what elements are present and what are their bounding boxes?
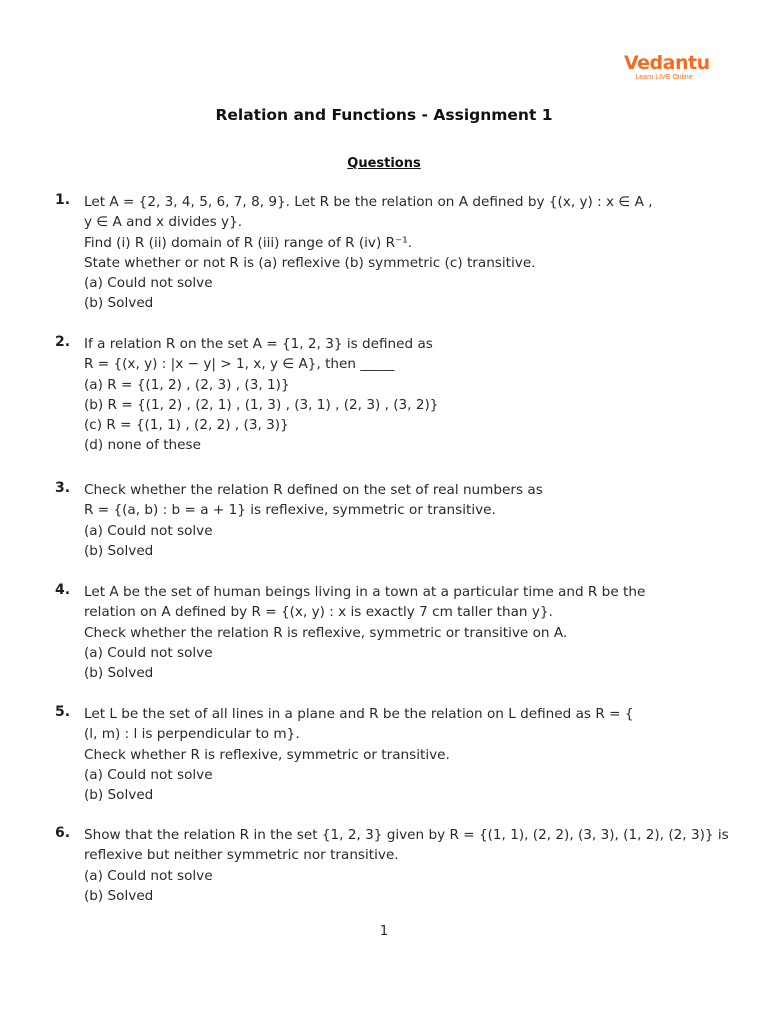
option-line: (b) Solved [84,665,154,682]
option-line: (c) R = {(1, 1) , (2, 2) , (3, 3)} [84,417,289,434]
question-line: R = {(x, y) : |x − y| > 1, x, y ∈ A}, then _____ [84,356,395,373]
option-line: (a) Could not solve [84,522,213,539]
option-line: (a) Could not solve [84,275,213,292]
option-line: (b) Solved [84,787,154,804]
question-line: reflexive but neither symmetric nor transitive. [84,847,399,864]
question-line: y ∈ A and x divides y}. [84,214,243,231]
option-line: (b) Solved [84,887,154,904]
vedantu-logo [624,52,710,82]
question-line: Check whether the relation R is reflexive, symmetric or transitive on A. [84,624,568,641]
question-number: 3. [55,480,71,496]
option-line: (a) Could not solve [84,766,213,783]
question-line: If a relation R on the set A = {1, 2, 3} is defined as [84,336,433,352]
question-number: 6. [55,825,71,841]
page-number: 1 [379,924,389,939]
section-heading: Questions [347,156,421,171]
question-line: Check whether the relation R defined on the set of real numbers as [84,482,543,498]
question-line: Let L be the set of all lines in a plane and R be the relation on L defined as R = { [84,706,634,722]
option-line: (a) Could not solve [84,644,213,661]
question-line: Let A = {2, 3, 4, 5, 6, 7, 8, 9}. Let R be the relation on A defined by {(x, y) : x ∈ A , [84,194,653,210]
question-number: 4. [55,582,71,598]
question-number: 5. [55,704,71,720]
page-title: Relation and Functions - Assignment 1 [215,106,553,124]
option-line: (b) R = {(1, 2) , (2, 1) , (1, 3) , (3, 1) , (2, 3) , (3, 2)} [84,396,439,413]
logo-tagline: Learn LIVE Online [635,74,693,81]
option-line: (b) Solved [84,542,154,559]
question-line: R = {(a, b) : b = a + 1} is reflexive, symmetric or transitive. [84,502,496,519]
question-line: (l, m) : l is perpendicular to m}. [84,726,300,743]
question-line: Let A be the set of human beings living in a town at a particular time and R be the [84,584,646,600]
question-line: relation on A defined by R = {(x, y) : x is exactly 7 cm taller than y}. [84,604,553,621]
option-line: (a) R = {(1, 2) , (2, 3) , (3, 1)} [84,376,290,393]
logo-wordmark: Vedantu [624,52,710,74]
option-line: (b) Solved [84,295,154,312]
question-line: Find (i) R (ii) domain of R (iii) range of R (iv) R⁻¹. [84,234,412,251]
question-number: 1. [55,192,71,208]
question-line: Show that the relation R in the set {1, 2, 3} given by R = {(1, 1), (2, 2), (3, 3), (1, 2), (2, 3)} is [84,827,729,843]
question-line: State whether or not R is (a) reflexive (b) symmetric (c) transitive. [84,254,536,271]
question-number: 2. [55,334,71,350]
option-line: (d) none of these [84,437,201,454]
question-line: Check whether R is reflexive, symmetric or transitive. [84,746,450,763]
option-line: (a) Could not solve [84,867,213,884]
